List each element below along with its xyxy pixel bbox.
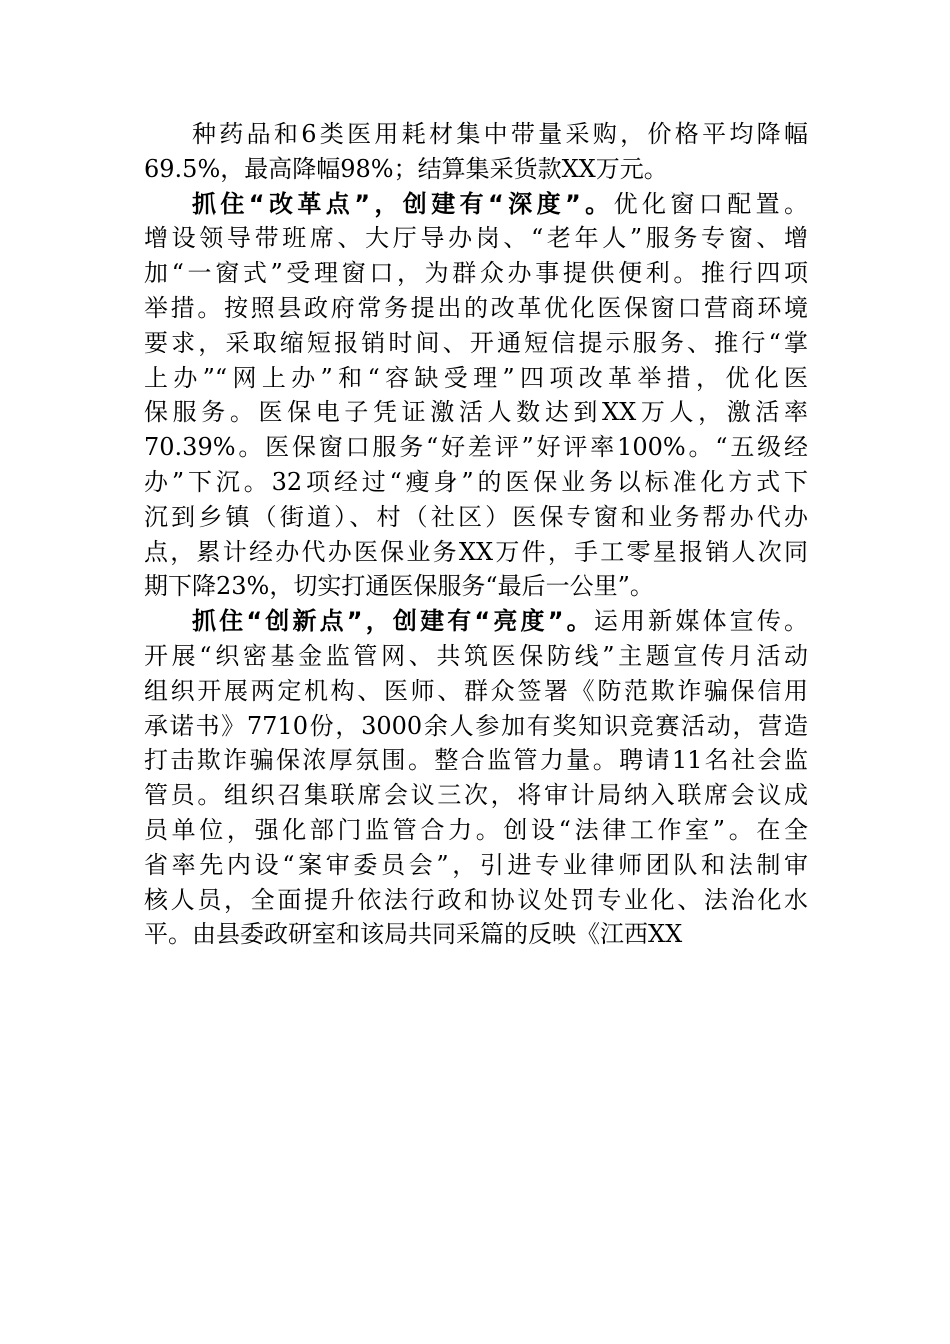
body-text (144, 117, 808, 952)
text-line (144, 187, 808, 222)
text-line (144, 883, 808, 918)
text-line (144, 256, 808, 291)
section-heading: 抓住“改革点”，创建有“深度”。 (192, 189, 614, 218)
text-line (144, 152, 808, 187)
line-text: 打击欺诈骗保浓厚氛围。整合监管力量。聘请11名社会监 (144, 746, 808, 775)
line-text: 期下降23%，切实打通医保服务“最后一公里”。 (144, 572, 654, 601)
line-text: 承诺书》7710份，3000余人参加有奖知识竞赛活动，营造 (144, 711, 808, 740)
line-text: 70.39%。医保窗口服务“好差评”好评率100%。“五级经 (144, 433, 808, 462)
text-line (144, 743, 808, 778)
text-line (144, 361, 808, 396)
line-text: 种药品和6类医用耗材集中带量采购，价格平均降幅 (192, 120, 808, 148)
line-text: 管员。组织召集联席会议三次，将审计局纳入联席会议成 (144, 781, 808, 810)
text-line (144, 430, 808, 465)
line-text: 优化窗口配置。 (613, 189, 809, 218)
text-line (144, 535, 808, 570)
text-line (144, 326, 808, 361)
text-line (144, 221, 808, 256)
line-text: 平。由县委政研室和该局共同采篇的反映《江西XX (144, 920, 683, 949)
line-text: 上办”“网上办”和“容缺受理”四项改革举措，优化医 (144, 363, 808, 392)
line-text: 省率先内设“案审委员会”，引进专业律师团队和法制审 (144, 850, 808, 879)
section-heading: 抓住“创新点”，创建有“亮度”。 (192, 607, 594, 636)
text-line (144, 117, 808, 152)
text-line (144, 569, 808, 604)
text-line (144, 778, 808, 813)
line-text: 沉到乡镇（街道）、村（社区）医保专窗和业务帮办代办 (144, 502, 808, 531)
line-text: 办”下沉。32项经过“瘦身”的医保业务以标准化方式下 (144, 467, 808, 496)
text-line (144, 465, 808, 500)
text-line (144, 674, 808, 709)
text-line (144, 395, 808, 430)
text-line (144, 291, 808, 326)
text-line (144, 917, 808, 952)
line-text: 员单位，强化部门监管合力。创设“法律工作室”。在全 (144, 815, 808, 844)
text-line (144, 709, 808, 744)
line-text: 核人员，全面提升依法行政和协议处罚专业化、法治化水 (144, 885, 808, 914)
line-text: 开展“织密基金监管网、共筑医保防线”主题宣传月活动 (144, 641, 808, 670)
text-line (144, 500, 808, 535)
line-text: 组织开展两定机构、医师、群众签署《防范欺诈骗保信用 (144, 676, 808, 705)
line-text: 保服务。医保电子凭证激活人数达到XX万人，激活率 (144, 398, 808, 427)
text-line (144, 639, 808, 674)
line-text: 69.5%，最高降幅98%；结算集采货款XX万元。 (144, 154, 668, 183)
line-text: 要求，采取缩短报销时间、开通短信提示服务、推行“掌 (144, 328, 808, 357)
line-text: 加“一窗式”受理窗口，为群众办事提供便利。推行四项 (144, 259, 808, 288)
text-line (144, 848, 808, 883)
text-line (144, 604, 808, 639)
line-text: 运用新媒体宣传。 (593, 607, 809, 636)
line-text: 增设领导带班席、大厅导办岗、“老年人”服务专窗、增 (144, 224, 808, 253)
line-text: 点，累计经办代办医保业务XX万件，手工零星报销人次同 (144, 537, 808, 566)
line-text: 举措。按照县政府常务提出的改革优化医保窗口营商环境 (144, 293, 808, 322)
text-line (144, 813, 808, 848)
